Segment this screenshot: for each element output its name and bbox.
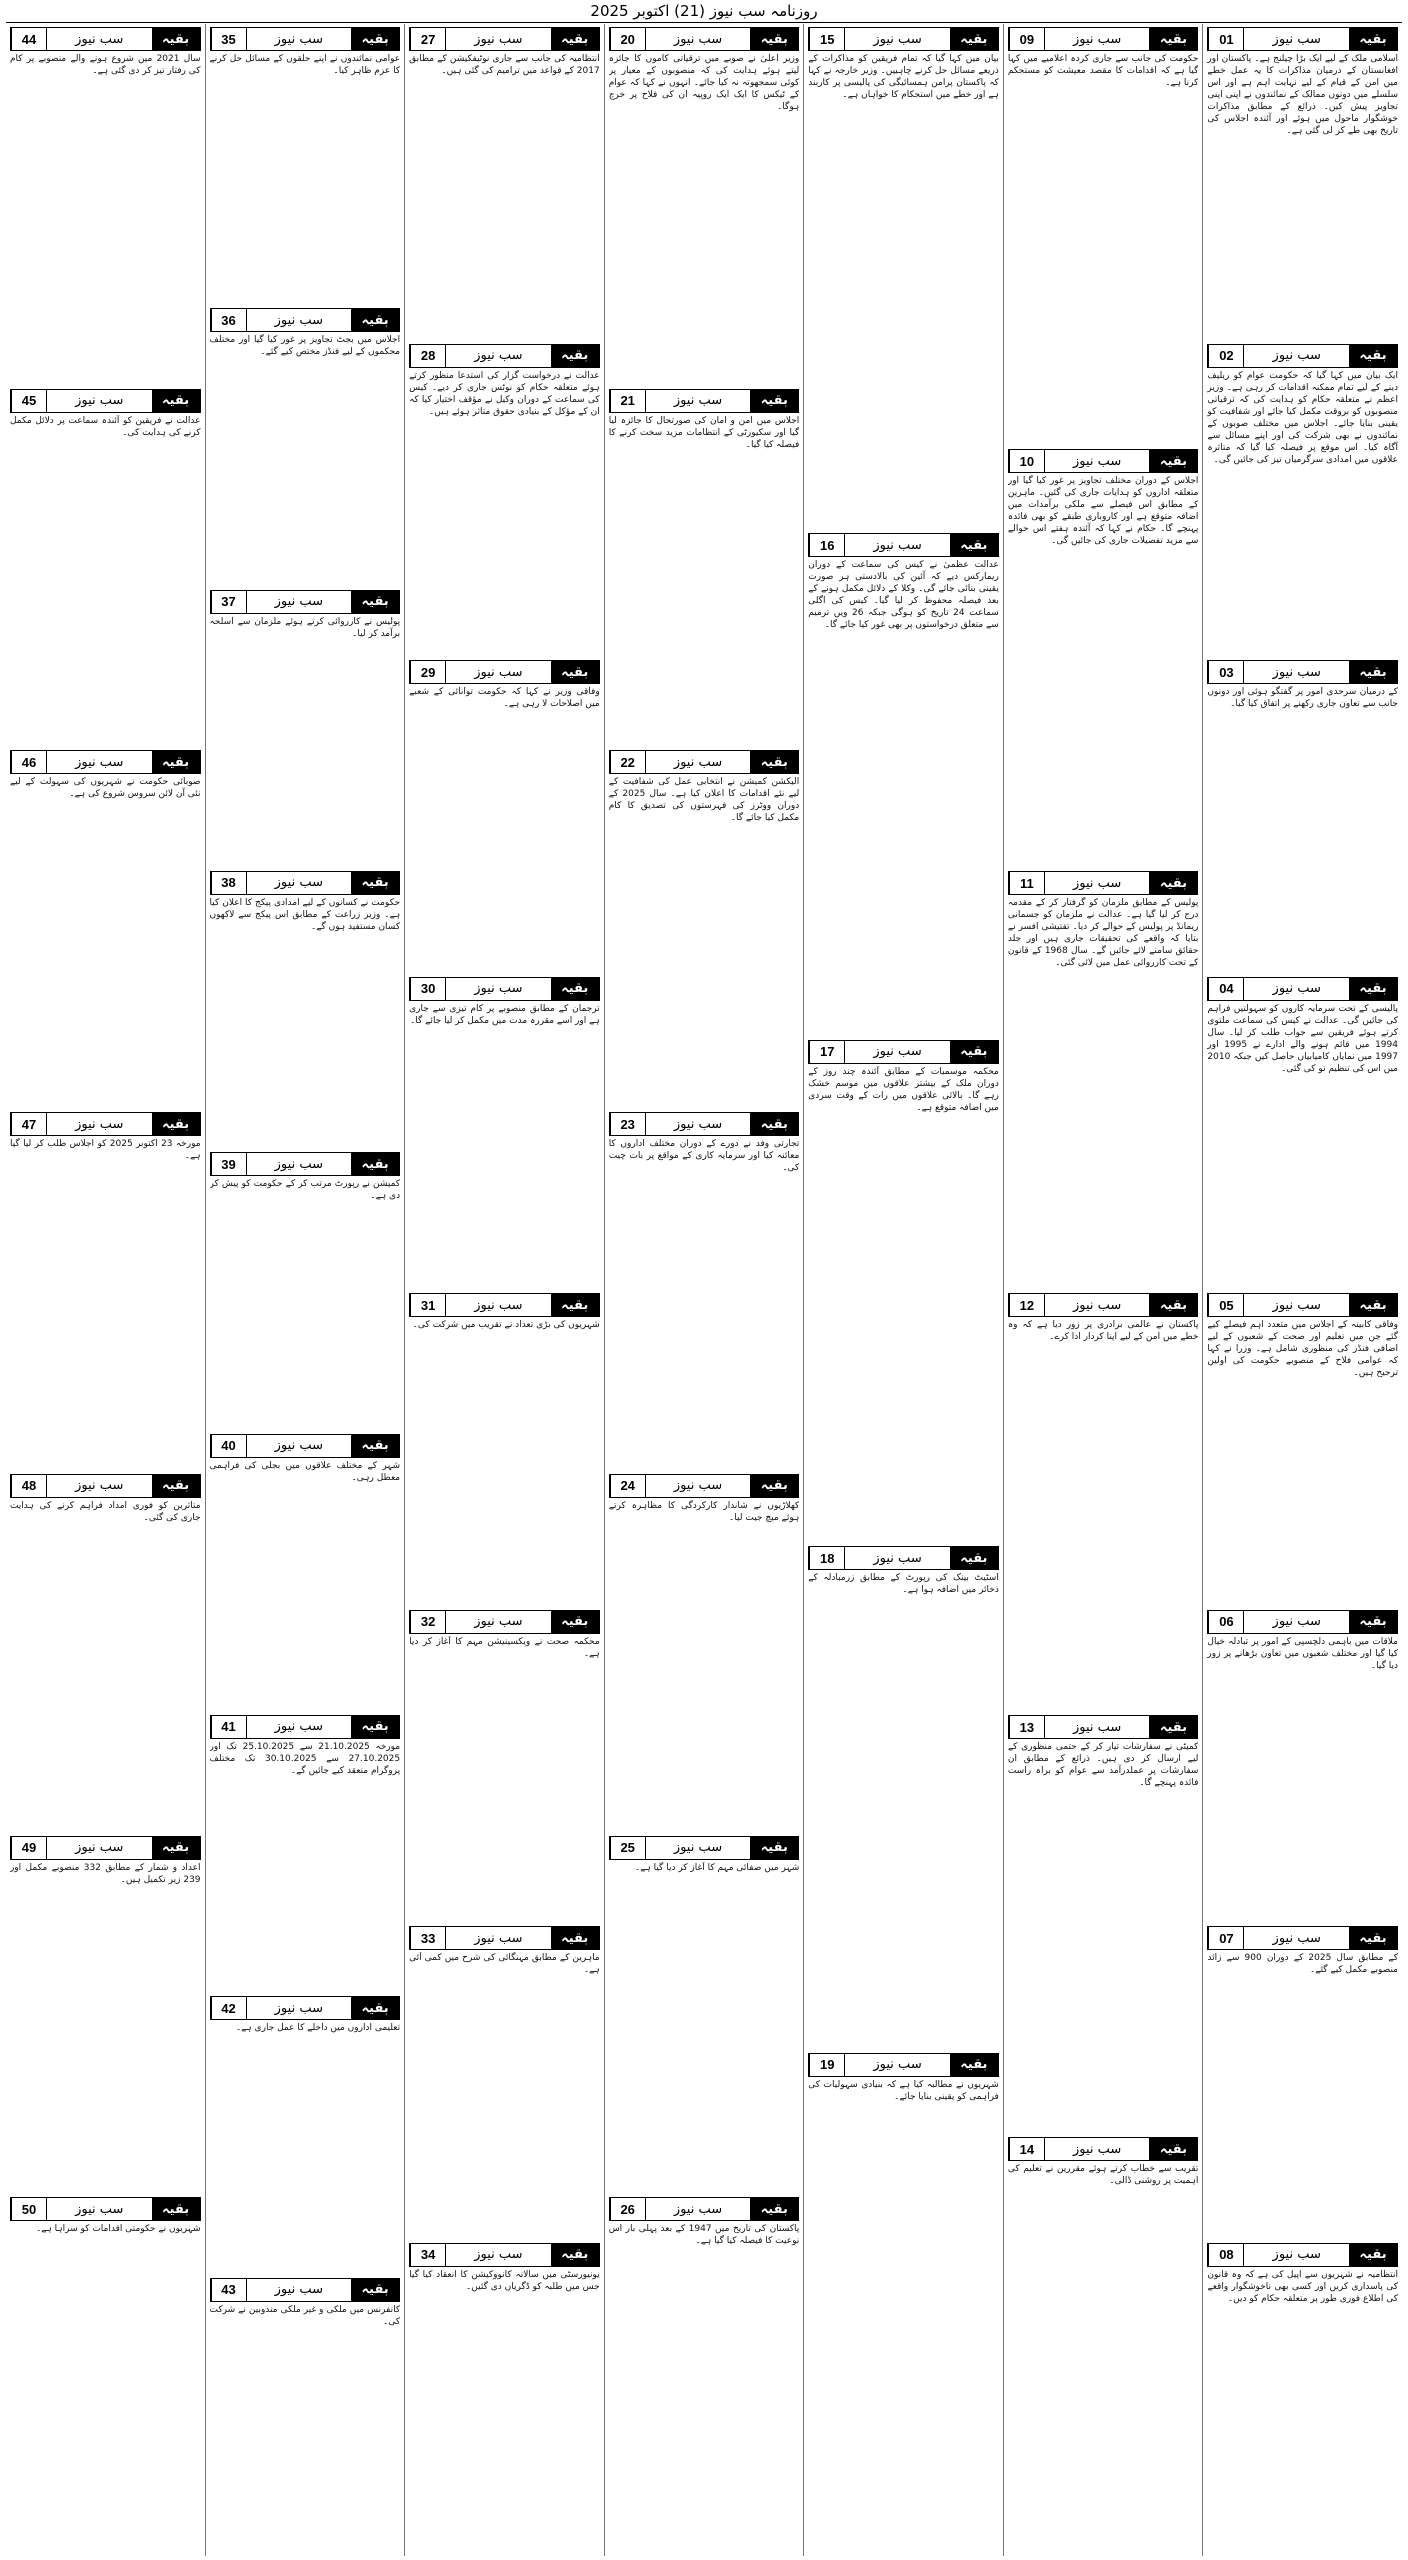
slug-number: 45 — [11, 390, 46, 412]
baqiya-badge: بقیہ — [351, 1153, 399, 1175]
baqiya-badge: بقیہ — [551, 1927, 599, 1949]
slug-number: 34 — [410, 2244, 445, 2266]
slug-number: 23 — [610, 1113, 645, 1135]
slug-number: 14 — [1009, 2138, 1044, 2160]
article-text: کے درمیان سرحدی امور پر گفتگو ہوئی اور دونوں جانب سے تعاون جاری رکھنے پر اتفاق کیا گیا۔ — [1207, 687, 1398, 709]
article-text: مورخہ 23 اکتوبر 2025 کو اجلاس طلب کر لیا گیا ہے۔ — [9, 1139, 201, 1162]
slug-label: سب نیوز — [46, 390, 152, 412]
article-text: اجلاس میں امن و امان کی صورتحال کا جائزہ لیا گیا اور سکیورٹی کے انتظامات مزید سخت کرنے کا فیصلہ کیا گیا۔ — [608, 415, 800, 450]
slug-number: 06 — [1208, 1611, 1243, 1633]
column-7 — [6, 24, 205, 2556]
article-text: پولیس نے کارروائی کرتے ہوئے ملزمان سے اسلحہ برآمد کر لیا۔ — [209, 616, 401, 639]
slug-label: سب نیوز — [1243, 1294, 1349, 1316]
article-text: وفاقی وزیر نے کہا کہ حکومت توانائی کے شعبے میں اصلاحات لا رہی ہے۔ — [409, 687, 600, 709]
baqiya-badge: بقیہ — [750, 28, 798, 50]
slug-label: سب نیوز — [46, 1837, 152, 1859]
slug-number: 36 — [211, 309, 246, 331]
article-text: کے مطابق سال 2025 کے دوران 900 سے زائد منصوبے مکمل کیے گئے۔ — [1207, 1953, 1398, 1975]
article-text: متاثرین کو فوری امداد فراہم کرنے کی ہدایت جاری کی گئی۔ — [9, 1500, 201, 1523]
continuation-slug — [210, 2278, 401, 2302]
slug-label: سب نیوز — [445, 661, 551, 683]
slug-label: سب نیوز — [645, 751, 751, 773]
article-text: شہریوں نے حکومتی اقدامات کو سراہا ہے۔ — [35, 2224, 201, 2235]
article-text: ترجمان کے مطابق منصوبے پر کام تیزی سے جاری ہے اور اسے مقررہ مدت میں مکمل کر لیا جائے گا۔ — [409, 1003, 600, 1026]
baqiya-badge: بقیہ — [750, 2198, 798, 2220]
continuation-slug — [1008, 871, 1199, 895]
slug-label: سب نیوز — [445, 28, 551, 50]
baqiya-badge: بقیہ — [351, 309, 399, 331]
continuation-slug — [409, 27, 600, 51]
article-text: شہر کے مختلف علاقوں میں بجلی کی فراہمی معطل رہی۔ — [209, 1460, 401, 1483]
continuation-slug — [609, 27, 800, 51]
slug-label: سب نیوز — [1044, 1716, 1150, 1738]
slug-label: سب نیوز — [645, 1113, 751, 1135]
continuation-slug — [210, 1715, 401, 1739]
slug-label: سب نیوز — [1243, 1927, 1349, 1949]
slug-number: 43 — [211, 2279, 246, 2301]
continuation-slug — [808, 1040, 999, 1064]
continuation-slug — [1207, 2243, 1398, 2267]
baqiya-badge: بقیہ — [152, 1113, 200, 1135]
article-text: عوامی نمائندوں نے اپنے حلقوں کے مسائل حل کرنے کا عزم ظاہر کیا۔ — [209, 54, 401, 76]
slug-number: 05 — [1208, 1294, 1243, 1316]
continuation-slug — [10, 27, 201, 51]
column-3 — [803, 24, 1003, 2556]
slug-label: سب نیوز — [1044, 1294, 1150, 1316]
baqiya-badge: بقیہ — [1349, 28, 1397, 50]
continuation-slug — [609, 2197, 800, 2221]
slug-label: سب نیوز — [1243, 2244, 1349, 2266]
slug-number: 12 — [1009, 1294, 1044, 1316]
article-text: کمیشن نے رپورٹ مرتب کر کے حکومت کو پیش کر دی ہے۔ — [209, 1179, 401, 1202]
continuation-slug — [1207, 1293, 1398, 1317]
slug-label: سب نیوز — [645, 1475, 751, 1497]
article-text: اعداد و شمار کے مطابق 332 منصوبے مکمل اور 239 زیر تکمیل ہیں۔ — [9, 1862, 201, 1885]
slug-number: 42 — [211, 1997, 246, 2019]
continuation-slug — [409, 1293, 600, 1317]
slug-label: سب نیوز — [1243, 978, 1349, 1000]
baqiya-badge: بقیہ — [551, 978, 599, 1000]
continuation-slug — [808, 533, 999, 557]
baqiya-badge: بقیہ — [551, 345, 599, 367]
article-text: اسلامی ملک کے لیے ایک بڑا چیلنج ہے۔ پاکستان اور افغانستان کے درمیان مذاکرات کا یہ عمل خطے میں امن کے قیام کے لیے نہایت اہم ہے اور اس سلسلے میں دونوں ممالک کے نمائندوں نے اپنی اپنی تجاویز پیش کیں۔ ذرائع کے مطابق مذاکرات خوشگوار ماحول میں ہوئے اور آئندہ اجلاس کی تاریخ بھی طے کر لی گئی ہے۔ — [1207, 54, 1398, 136]
continuation-slug — [808, 27, 999, 51]
slug-label: سب نیوز — [445, 1927, 551, 1949]
article-text: انتظامیہ کی جانب سے جاری نوٹیفکیشن کے مطابق 2017 کے قواعد میں ترامیم کی گئی ہیں۔ — [409, 54, 600, 76]
article-text: ایک بیان میں کہا گیا کہ حکومت عوام کو ریلیف دینے کے لیے تمام ممکنہ اقدامات کر رہی ہے۔ وزیر اعظم نے متعلقہ حکام کو ہدایت کی کہ ترقیاتی منصوبوں کو بروقت مکمل کیا جائے اور شفافیت کو یقینی بنایا جائے۔ اجلاس میں مختلف صوبوں کے نمائندوں نے بھی شرکت کی اور اپنے مسائل سے آگاہ کیا۔ اس موقع پر فیصلہ کیا گیا کہ متاثرہ علاقوں میں امدادی سرگرمیاں تیز کی جائیں گی۔ — [1207, 370, 1398, 465]
continuation-slug — [1008, 1715, 1199, 1739]
continuation-slug — [409, 660, 600, 684]
article-text: عدالت نے فریقین کو آئندہ سماعت پر دلائل مکمل کرنے کی ہدایت کی۔ — [9, 415, 201, 438]
continuation-slug — [10, 1474, 201, 1498]
article-text: اسٹیٹ بینک کی رپورٹ کے مطابق زرمبادلہ کے ذخائر میں اضافہ ہوا ہے۔ — [808, 1573, 999, 1596]
column-2 — [1003, 24, 1203, 2556]
baqiya-badge: بقیہ — [950, 534, 998, 556]
article-text: حکومت نے کسانوں کے لیے امدادی پیکج کا اعلان کیا ہے۔ وزیر زراعت کے مطابق اس پیکج سے لاکھوں کسان مستفید ہوں گے۔ — [209, 897, 401, 932]
slug-number: 29 — [410, 661, 445, 683]
slug-number: 13 — [1009, 1716, 1044, 1738]
baqiya-badge: بقیہ — [1349, 1611, 1397, 1633]
article-text: پولیس کے مطابق ملزمان کو گرفتار کر کے مقدمہ درج کر لیا گیا ہے۔ عدالت نے ملزمان کو جسمانی ریمانڈ پر پولیس کے حوالے کر دیا۔ تفتیشی افسر نے بتایا کہ واقعے کی تحقیقات جاری ہیں اور جلد حقائق سامنے لائے جائیں گے۔ سال 1968 کے قانون کے تحت کارروائی عمل میں لائی گئی۔ — [1007, 898, 1199, 968]
baqiya-badge: بقیہ — [351, 1716, 399, 1738]
baqiya-badge: بقیہ — [1149, 1294, 1197, 1316]
baqiya-badge: بقیہ — [152, 2198, 200, 2220]
baqiya-badge: بقیہ — [152, 28, 200, 50]
continuation-slug — [1207, 1610, 1398, 1634]
article-text: عدالت نے درخواست گزار کی استدعا منظور کرتے ہوئے متعلقہ حکام کو نوٹس جاری کر دیے۔ کیس کی سماعت کے دوران وکیل نے مؤقف اختیار کیا کہ ان کے مؤکل کے بنیادی حقوق متاثر ہوئے ہیں۔ — [409, 370, 600, 417]
slug-label: سب نیوز — [246, 872, 352, 894]
slug-label: سب نیوز — [445, 1611, 551, 1633]
baqiya-badge: بقیہ — [950, 28, 998, 50]
article-text: کمیٹی نے سفارشات تیار کر کے حتمی منظوری کے لیے ارسال کر دی ہیں۔ ذرائع کے مطابق ان سفارشات پر عملدرآمد سے عوام کو براہ راست فائدہ پہنچے گا۔ — [1007, 1742, 1199, 1788]
slug-label: سب نیوز — [445, 345, 551, 367]
article-text: کانفرنس میں ملکی و غیر ملکی مندوبین نے شرکت کی۔ — [209, 2304, 401, 2327]
baqiya-badge: بقیہ — [1149, 1716, 1197, 1738]
continuation-slug — [10, 2197, 201, 2221]
slug-label: سب نیوز — [246, 1997, 352, 2019]
slug-number: 35 — [211, 28, 246, 50]
column-4 — [604, 24, 804, 2556]
slug-number: 37 — [211, 591, 246, 613]
article-text: اجلاس کے دوران مختلف تجاویز پر غور کیا گیا اور متعلقہ اداروں کو ہدایات جاری کی گئیں۔ ماہرین کے مطابق اس فیصلے سے ملکی برآمدات میں اضافہ متوقع ہے اور کاروباری طبقے کو بھی فائدہ پہنچے گا۔ حکام نے کہا کہ آئندہ ہفتے اس حوالے سے مزید تفصیلات جاری کی جائیں گی۔ — [1007, 476, 1199, 546]
slug-number: 11 — [1009, 872, 1044, 894]
continuation-slug — [1207, 27, 1398, 51]
slug-label: سب نیوز — [445, 2244, 551, 2266]
continuation-slug — [10, 1836, 201, 1860]
continuation-slug — [409, 977, 600, 1001]
baqiya-badge: بقیہ — [950, 2054, 998, 2076]
continuation-slug — [1008, 2137, 1199, 2161]
baqiya-badge: بقیہ — [1349, 345, 1397, 367]
continuation-slug — [10, 389, 201, 413]
slug-number: 24 — [610, 1475, 645, 1497]
slug-number: 39 — [211, 1153, 246, 1175]
slug-label: سب نیوز — [246, 309, 352, 331]
baqiya-badge: بقیہ — [152, 1837, 200, 1859]
slug-label: سب نیوز — [246, 1435, 352, 1457]
baqiya-badge: بقیہ — [351, 2279, 399, 2301]
continuation-slug — [609, 1112, 800, 1136]
slug-label: سب نیوز — [844, 1041, 950, 1063]
slug-number: 31 — [410, 1294, 445, 1316]
continuation-slug — [609, 389, 800, 413]
slug-number: 20 — [610, 28, 645, 50]
continuation-slug — [1207, 977, 1398, 1001]
slug-label: سب نیوز — [445, 978, 551, 1000]
baqiya-badge: بقیہ — [1149, 2138, 1197, 2160]
article-text: تجارتی وفد نے دورے کے دوران مختلف اداروں کا معائنہ کیا اور سرمایہ کاری کے مواقع پر بات چیت کی۔ — [608, 1139, 800, 1174]
continuation-slug — [1008, 1293, 1199, 1317]
slug-label: سب نیوز — [844, 28, 950, 50]
baqiya-badge: بقیہ — [1349, 661, 1397, 683]
article-text: یونیورسٹی میں سالانہ کانووکیشن کا انعقاد کیا گیا جس میں طلبہ کو ڈگریاں دی گئیں۔ — [409, 2269, 600, 2292]
slug-label: سب نیوز — [1044, 450, 1150, 472]
article-text: صوبائی حکومت نے شہریوں کی سہولت کے لیے نئی آن لائن سروس شروع کی ہے۔ — [9, 777, 201, 800]
slug-number: 16 — [809, 534, 844, 556]
continuation-slug — [409, 2243, 600, 2267]
continuation-slug — [210, 871, 401, 895]
slug-number: 46 — [11, 751, 46, 773]
baqiya-badge: بقیہ — [1349, 2244, 1397, 2266]
article-text: تعلیمی اداروں میں داخلے کا عمل جاری ہے۔ — [235, 2023, 401, 2034]
baqiya-badge: بقیہ — [351, 591, 399, 613]
baqiya-badge: بقیہ — [351, 872, 399, 894]
slug-number: 32 — [410, 1611, 445, 1633]
continuation-slug — [210, 1996, 401, 2020]
article-text: حکومت کی جانب سے جاری کردہ اعلامیے میں کہا گیا ہے کہ اقدامات کا مقصد معیشت کو مستحکم کرنا ہے۔ — [1007, 54, 1199, 88]
slug-number: 22 — [610, 751, 645, 773]
continuation-slug — [409, 1926, 600, 1950]
slug-number: 38 — [211, 872, 246, 894]
baqiya-badge: بقیہ — [551, 661, 599, 683]
article-text: محکمہ صحت نے ویکسینیشن مہم کا آغاز کر دیا ہے۔ — [409, 1636, 600, 1659]
slug-number: 41 — [211, 1716, 246, 1738]
continuation-slug — [210, 308, 401, 332]
continuation-slug — [10, 1112, 201, 1136]
continuation-slug — [808, 1546, 999, 1570]
article-text: پاکستان نے عالمی برادری پر زور دیا ہے کہ وہ خطے میں امن کے لیے اپنا کردار ادا کرے۔ — [1007, 1320, 1199, 1342]
slug-label: سب نیوز — [246, 2279, 352, 2301]
slug-number: 33 — [410, 1927, 445, 1949]
baqiya-badge: بقیہ — [750, 751, 798, 773]
slug-label: سب نیوز — [844, 534, 950, 556]
continuation-slug — [409, 1610, 600, 1634]
slug-label: سب نیوز — [46, 751, 152, 773]
slug-number: 30 — [410, 978, 445, 1000]
slug-label: سب نیوز — [645, 1837, 751, 1859]
column-5 — [404, 24, 604, 2556]
article-text: پالیسی کے تحت سرمایہ کاروں کو سہولتیں فراہم کی جائیں گی۔ عدالت نے کیس کی سماعت ملتوی کرتے ہوئے فریقین سے جواب طلب کر لیا۔ سال 1994 میں قائم ہونے والے ادارے نے 1995 اور 1997 میں نمایاں کامیابیاں حاصل کیں جبکہ 2010 میں اس کی تنظیم نو کی گئی۔ — [1207, 1003, 1398, 1074]
baqiya-badge: بقیہ — [351, 1435, 399, 1457]
slug-label: سب نیوز — [445, 1294, 551, 1316]
slug-label: سب نیوز — [46, 28, 152, 50]
slug-number: 09 — [1009, 28, 1044, 50]
continuation-slug — [808, 2053, 999, 2077]
article-text: الیکشن کمیشن نے انتخابی عمل کی شفافیت کے لیے نئے اقدامات کا اعلان کیا ہے۔ سال 2025 کے دوران ووٹرز کی فہرستوں کی تصدیق کا کام مکمل کیا جائے گا۔ — [608, 777, 800, 824]
slug-number: 25 — [610, 1837, 645, 1859]
continuation-slug — [1207, 344, 1398, 368]
baqiya-badge: بقیہ — [1149, 450, 1197, 472]
continuation-slug — [210, 27, 401, 51]
slug-number: 27 — [410, 28, 445, 50]
slug-label: سب نیوز — [645, 390, 751, 412]
slug-number: 01 — [1208, 28, 1243, 50]
baqiya-badge: بقیہ — [551, 1294, 599, 1316]
article-text: محکمہ موسمیات کے مطابق آئندہ چند روز کے دوران ملک کے بیشتر علاقوں میں موسم خشک رہے گا۔ بالائی علاقوں میں رات کے وقت سردی میں اضافہ متوقع ہے۔ — [808, 1066, 999, 1113]
continuation-slug — [1008, 449, 1199, 473]
article-text: تقریب سے خطاب کرتے ہوئے مقررین نے تعلیم کی اہمیت پر روشنی ڈالی۔ — [1007, 2164, 1199, 2186]
article-text: ملاقات میں باہمی دلچسپی کے امور پر تبادلہ خیال کیا گیا اور مختلف شعبوں میں تعاون بڑھانے پر زور دیا گیا۔ — [1207, 1636, 1398, 1671]
baqiya-badge: بقیہ — [750, 1837, 798, 1859]
slug-label: سب نیوز — [46, 2198, 152, 2220]
continuation-slug — [609, 750, 800, 774]
baqiya-badge: بقیہ — [950, 1547, 998, 1569]
slug-label: سب نیوز — [1243, 661, 1349, 683]
continuation-slug — [609, 1836, 800, 1860]
continuation-slug — [1207, 660, 1398, 684]
slug-label: سب نیوز — [844, 2054, 950, 2076]
slug-number: 15 — [809, 28, 844, 50]
slug-label: سب نیوز — [246, 28, 352, 50]
slug-number: 07 — [1208, 1927, 1243, 1949]
masthead: روزنامہ سب نیوز (21) اکتوبر 2025 — [6, 0, 1402, 23]
slug-label: سب نیوز — [46, 1113, 152, 1135]
baqiya-badge: بقیہ — [750, 390, 798, 412]
article-text: وزیر اعلیٰ نے صوبے میں ترقیاتی کاموں کا جائزہ لیتے ہوئے ہدایت کی کہ منصوبوں کے معیار پر کوئی سمجھوتہ نہ کیا جائے۔ انہوں نے کہا کہ عوام کے ٹیکس کا ایک ایک روپیہ ان کی فلاح پر خرچ ہوگا۔ — [608, 54, 800, 112]
continuation-slug — [210, 590, 401, 614]
slug-number: 49 — [11, 1837, 46, 1859]
slug-label: سب نیوز — [1243, 1611, 1349, 1633]
baqiya-badge: بقیہ — [1349, 1927, 1397, 1949]
slug-number: 17 — [809, 1041, 844, 1063]
article-text: انتظامیہ نے شہریوں سے اپیل کی ہے کہ وہ قانون کی پاسداری کریں اور کسی بھی ناخوشگوار واقعے کی اطلاع فوری طور پر متعلقہ حکام کو دیں۔ — [1207, 2269, 1398, 2304]
baqiya-badge: بقیہ — [551, 28, 599, 50]
baqiya-badge: بقیہ — [152, 751, 200, 773]
continuation-slug — [1207, 1926, 1398, 1950]
baqiya-badge: بقیہ — [1349, 978, 1397, 1000]
slug-label: سب نیوز — [246, 1153, 352, 1175]
slug-number: 28 — [410, 345, 445, 367]
slug-label: سب نیوز — [844, 1547, 950, 1569]
slug-number: 10 — [1009, 450, 1044, 472]
continuation-slug — [210, 1434, 401, 1458]
article-text: پاکستان کی تاریخ میں 1947 کے بعد پہلی بار اس نوعیت کا فیصلہ کیا گیا ہے۔ — [608, 2224, 800, 2247]
baqiya-badge: بقیہ — [750, 1113, 798, 1135]
article-text: ماہرین کے مطابق مہنگائی کی شرح میں کمی آئی ہے۔ — [409, 1953, 600, 1975]
slug-label: سب نیوز — [1044, 28, 1150, 50]
baqiya-badge: بقیہ — [351, 1997, 399, 2019]
slug-label: سب نیوز — [1044, 872, 1150, 894]
column-1 — [1202, 24, 1402, 2556]
baqiya-badge: بقیہ — [950, 1041, 998, 1063]
baqiya-badge: بقیہ — [750, 1475, 798, 1497]
article-text: مورخہ 21.10.2025 سے 25.10.2025 تک اور 27.10.2025 سے 30.10.2025 تک مختلف پروگرام منعقد کیے جائیں گے۔ — [209, 1741, 401, 1776]
article-text: شہر میں صفائی مہم کا آغاز کر دیا گیا ہے۔ — [634, 1862, 800, 1873]
baqiya-badge: بقیہ — [152, 1475, 200, 1497]
baqiya-badge: بقیہ — [551, 2244, 599, 2266]
baqiya-badge: بقیہ — [551, 1611, 599, 1633]
continuation-slug — [409, 344, 600, 368]
slug-number: 21 — [610, 390, 645, 412]
continuation-slug — [1008, 27, 1199, 51]
slug-number: 47 — [11, 1113, 46, 1135]
slug-number: 19 — [809, 2054, 844, 2076]
slug-label: سب نیوز — [645, 2198, 751, 2220]
article-text: وفاقی کابینہ کے اجلاس میں متعدد اہم فیصلے کیے گئے جن میں تعلیم اور صحت کے شعبوں کے لیے اضافی فنڈز کی منظوری شامل ہے۔ وزرا نے کہا کہ عوامی فلاح کے منصوبے حکومت کی اولین ترجیح ہیں۔ — [1207, 1320, 1398, 1378]
article-text: شہریوں کی بڑی تعداد نے تقریب میں شرکت کی۔ — [412, 1320, 600, 1330]
column-6 — [205, 24, 405, 2556]
slug-number: 18 — [809, 1547, 844, 1569]
slug-label: سب نیوز — [1243, 28, 1349, 50]
slug-label: سب نیوز — [246, 1716, 352, 1738]
slug-number: 04 — [1208, 978, 1243, 1000]
article-text: سال 2021 میں شروع ہونے والے منصوبے پر کام کی رفتار تیز کر دی گئی ہے۔ — [9, 54, 201, 76]
article-text: شہریوں نے مطالبہ کیا ہے کہ بنیادی سہولیات کی فراہمی کو یقینی بنایا جائے۔ — [808, 2079, 999, 2102]
baqiya-badge: بقیہ — [1149, 872, 1197, 894]
slug-number: 48 — [11, 1475, 46, 1497]
slug-number: 03 — [1208, 661, 1243, 683]
article-text: بیان میں کہا گیا کہ تمام فریقین کو مذاکرات کے ذریعے مسائل حل کرنے چاہییں۔ وزیر خارجہ نے کہا کہ پاکستان پرامن ہمسائیگی کی پالیسی پر کاربند ہے اور خطے میں استحکام کا خواہاں ہے۔ — [808, 54, 999, 100]
baqiya-badge: بقیہ — [1149, 28, 1197, 50]
article-text: عدالت عظمیٰ نے کیس کی سماعت کے دوران ریمارکس دیے کہ آئین کی بالادستی ہر صورت یقینی بنائی جائے گی۔ وکلا کے دلائل مکمل ہونے کے بعد فیصلہ محفوظ کر لیا گیا۔ کیس کی اگلی سماعت 24 تاریخ کو ہوگی جبکہ 26 ویں ترمیم سے متعلق درخواستوں پر بھی غور کیا جائے گا۔ — [808, 560, 999, 631]
slug-number: 02 — [1208, 345, 1243, 367]
article-text: اجلاس میں بجٹ تجاویز پر غور کیا گیا اور مختلف محکموں کے لیے فنڈز مختص کیے گئے۔ — [209, 335, 401, 358]
baqiya-badge: بقیہ — [1349, 1294, 1397, 1316]
baqiya-badge: بقیہ — [351, 28, 399, 50]
continuation-slug — [210, 1152, 401, 1176]
slug-number: 26 — [610, 2198, 645, 2220]
slug-number: 40 — [211, 1435, 246, 1457]
slug-label: سب نیوز — [645, 28, 751, 50]
slug-number: 08 — [1208, 2244, 1243, 2266]
columns-container — [6, 24, 1402, 2556]
slug-label: سب نیوز — [246, 591, 352, 613]
slug-label: سب نیوز — [1044, 2138, 1150, 2160]
baqiya-badge: بقیہ — [152, 390, 200, 412]
slug-label: سب نیوز — [1243, 345, 1349, 367]
slug-number: 44 — [11, 28, 46, 50]
continuation-slug — [609, 1474, 800, 1498]
article-text: کھلاڑیوں نے شاندار کارکردگی کا مظاہرہ کرتے ہوئے میچ جیت لیا۔ — [608, 1500, 800, 1523]
continuation-slug — [10, 750, 201, 774]
slug-label: سب نیوز — [46, 1475, 152, 1497]
slug-number: 50 — [11, 2198, 46, 2220]
